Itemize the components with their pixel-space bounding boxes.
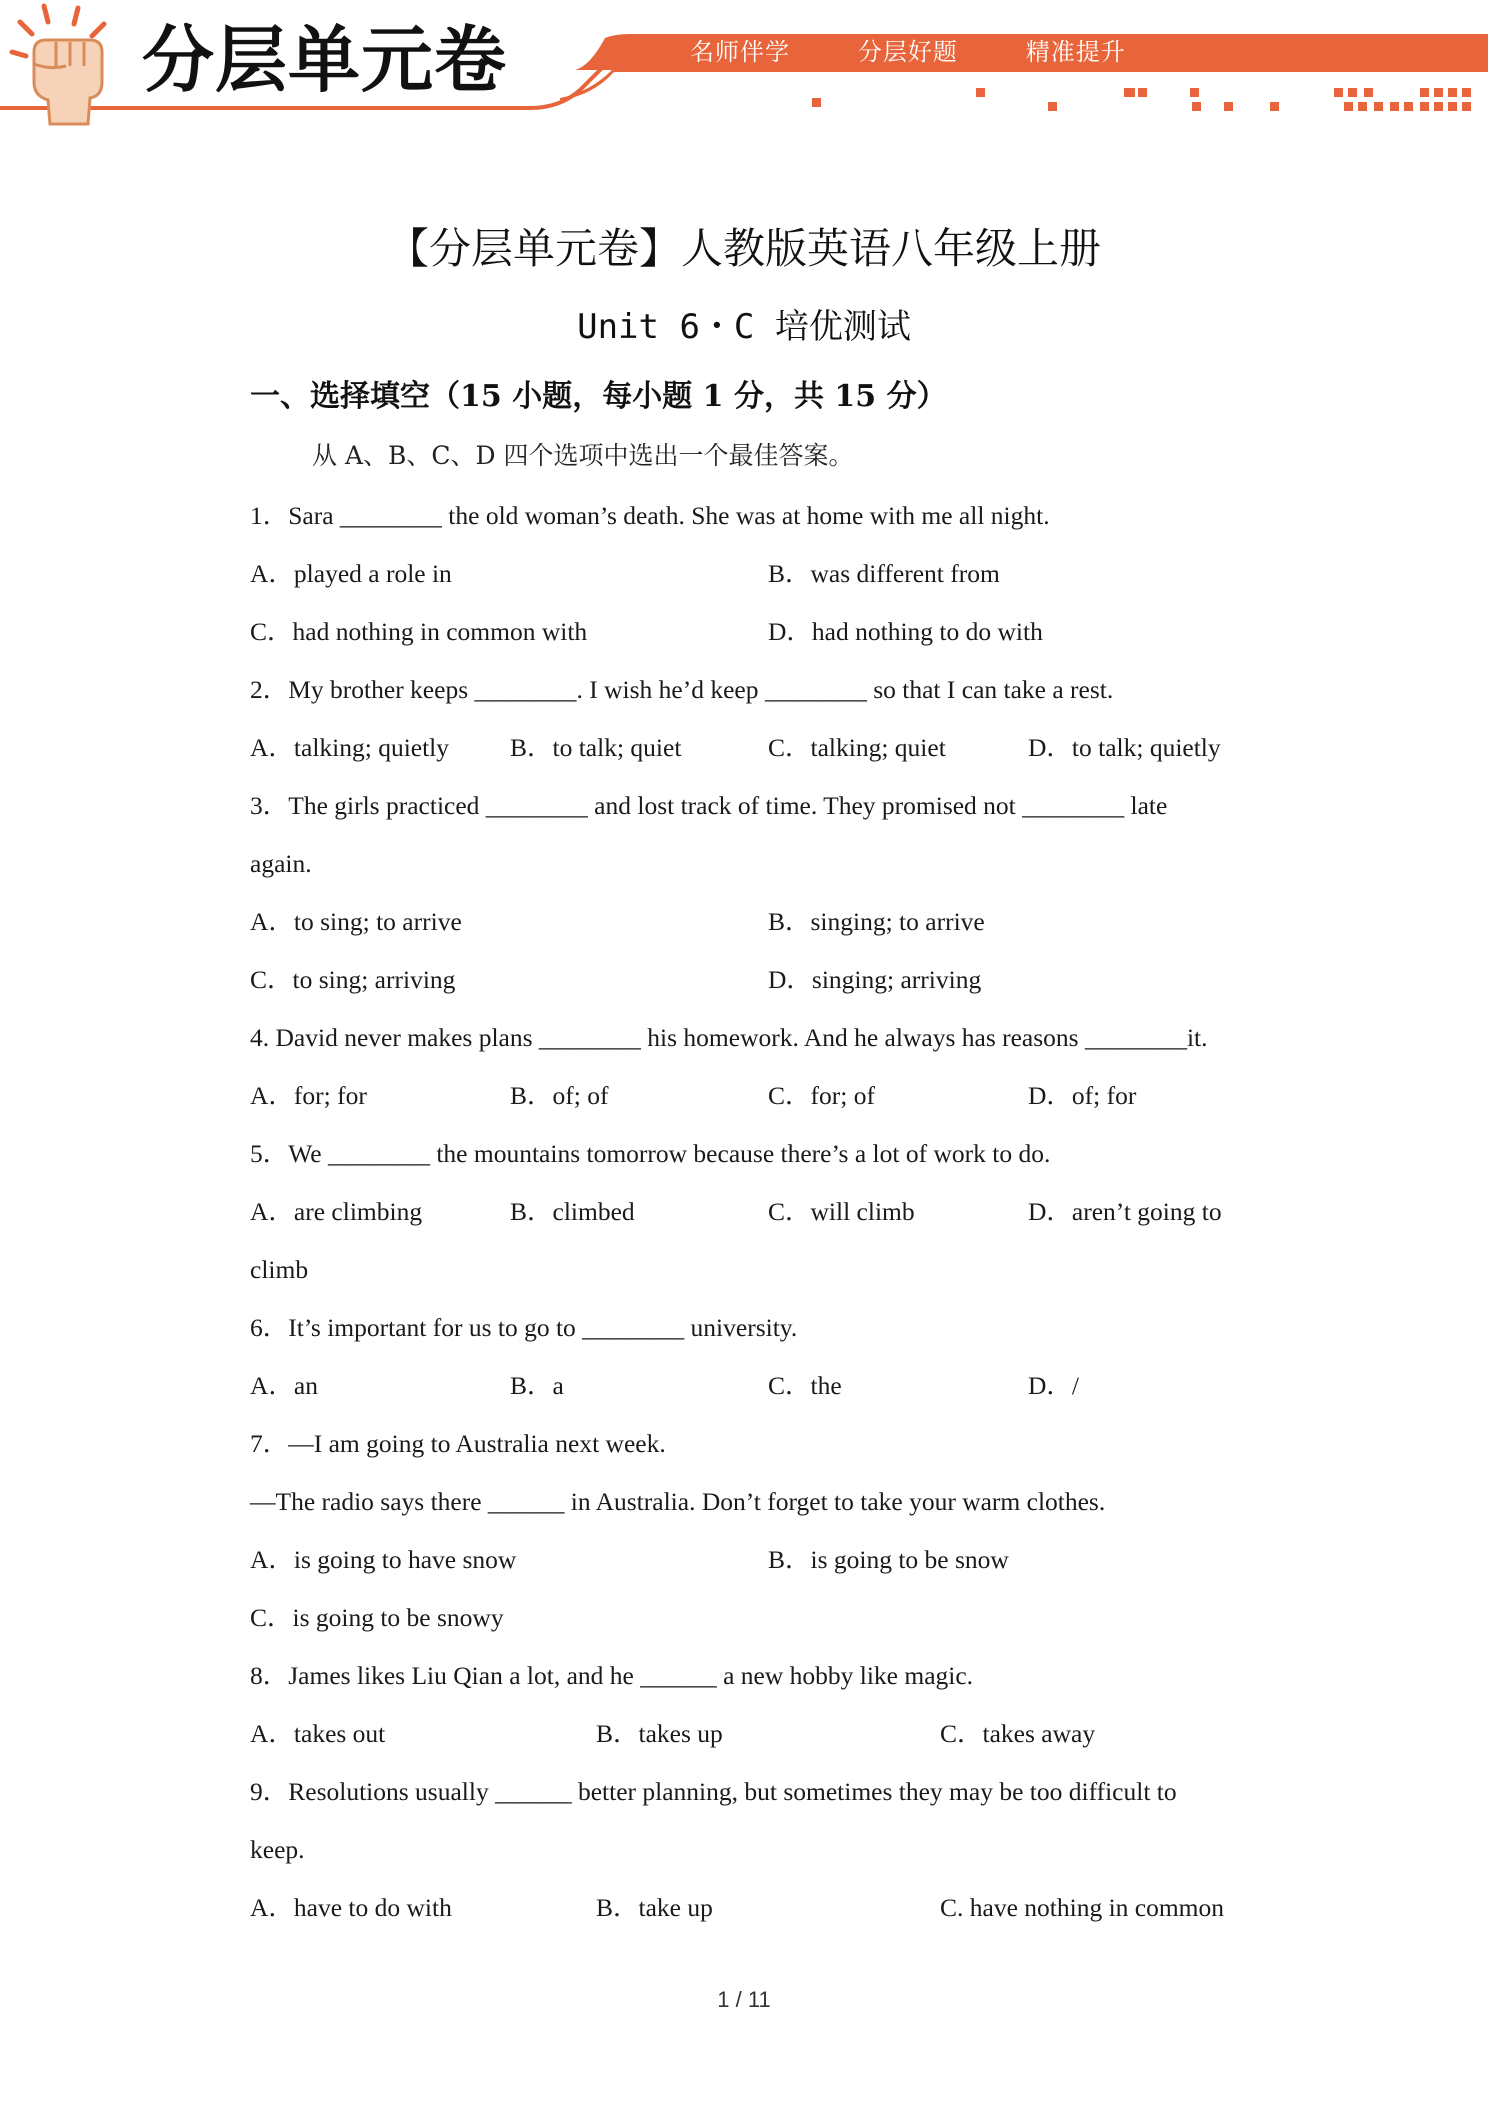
question-stem: 5．We ________ the mountains tomorrow because there’s a lot of work to do.	[250, 1139, 1051, 1168]
option-c: C．for; of	[768, 1081, 875, 1110]
option-b: B．takes up	[596, 1719, 723, 1748]
question-stem: 2．My brother keeps ________. I wish he’d keep ________ so that I can take a rest.	[250, 675, 1114, 704]
option-d: D．singing; arriving	[768, 965, 982, 994]
section-heading: 一、选择填空（15 小题，每小题 1 分，共 15 分）	[250, 379, 947, 414]
option-b: B．of; of	[510, 1081, 609, 1110]
option-c: C．the	[768, 1371, 842, 1400]
question-stem: 1．Sara ________ the old woman’s death. She was at home with me all night.	[250, 501, 1050, 530]
option-b: B．to talk; quiet	[510, 733, 682, 762]
option-c: C．talking; quiet	[768, 733, 946, 762]
option-a: A．for; for	[250, 1081, 367, 1110]
brand-slogan: 名师伴学 分层好题 精准提升	[690, 38, 1126, 66]
question-stem: 8．James likes Liu Qian a lot, and he ______ a new hobby like magic.	[250, 1661, 974, 1690]
option-b: B．take up	[596, 1893, 713, 1922]
page-number: 1 / 11	[717, 1987, 771, 2012]
option-a: A．are climbing	[250, 1197, 423, 1226]
question-stem: 7．—I am going to Australia next week.	[250, 1429, 666, 1458]
option-a: A．an	[250, 1371, 318, 1400]
option-d-continued: climb	[250, 1255, 309, 1284]
option-c: C．to sing; arriving	[250, 965, 456, 994]
question-stem-continued: —The radio says there ______ in Australia. Don’t forget to take your warm clothes.	[250, 1487, 1106, 1516]
question-stem-continued: again.	[250, 849, 312, 878]
option-c: C．is going to be snowy	[250, 1603, 504, 1632]
question-stem: 4. David never makes plans ________ his homework. And he always has reasons ________it.	[250, 1023, 1208, 1052]
option-b: B．was different from	[768, 559, 1000, 588]
option-b: B．singing; to arrive	[768, 907, 985, 936]
section-instructions: 从 A、B、C、D 四个选项中选出一个最佳答案。	[312, 441, 854, 470]
raised-fist-icon	[0, 0, 125, 128]
question-stem: 3．The girls practiced ________ and lost track of time. They promised not ________ late	[250, 791, 1168, 820]
option-d: D．had nothing to do with	[768, 617, 1043, 646]
option-d: D．aren’t going to	[1028, 1197, 1222, 1226]
option-a: A．have to do with	[250, 1893, 452, 1922]
question-stem: 6．It’s important for us to go to ________ university.	[250, 1313, 798, 1342]
option-b: B．is going to be snow	[768, 1545, 1009, 1574]
option-b: B．climbed	[510, 1197, 635, 1226]
document-subtitle: Unit 6・C 培优测试	[577, 307, 911, 347]
question-stem-continued: keep.	[250, 1835, 305, 1864]
question-stem: 9．Resolutions usually ______ better planning, but sometimes they may be too difficult to	[250, 1777, 1177, 1806]
option-a: A．takes out	[250, 1719, 386, 1748]
document-title: 【分层单元卷】人教版英语八年级上册	[386, 224, 1101, 273]
brand-title: 分层单元卷	[142, 18, 508, 102]
option-c: C. have nothing in common	[940, 1893, 1225, 1922]
option-b: B．a	[510, 1371, 564, 1400]
option-a: A．played a role in	[250, 559, 452, 588]
header-banner	[0, 0, 1488, 140]
option-c: C．had nothing in common with	[250, 617, 588, 646]
option-d: D．/	[1028, 1371, 1080, 1400]
option-c: C．will climb	[768, 1197, 915, 1226]
option-a: A．is going to have snow	[250, 1545, 517, 1574]
option-c: C．takes away	[940, 1719, 1096, 1748]
option-a: A．talking; quietly	[250, 733, 450, 762]
option-d: D．to talk; quietly	[1028, 733, 1221, 762]
option-d: D．of; for	[1028, 1081, 1137, 1110]
option-a: A．to sing; to arrive	[250, 907, 462, 936]
